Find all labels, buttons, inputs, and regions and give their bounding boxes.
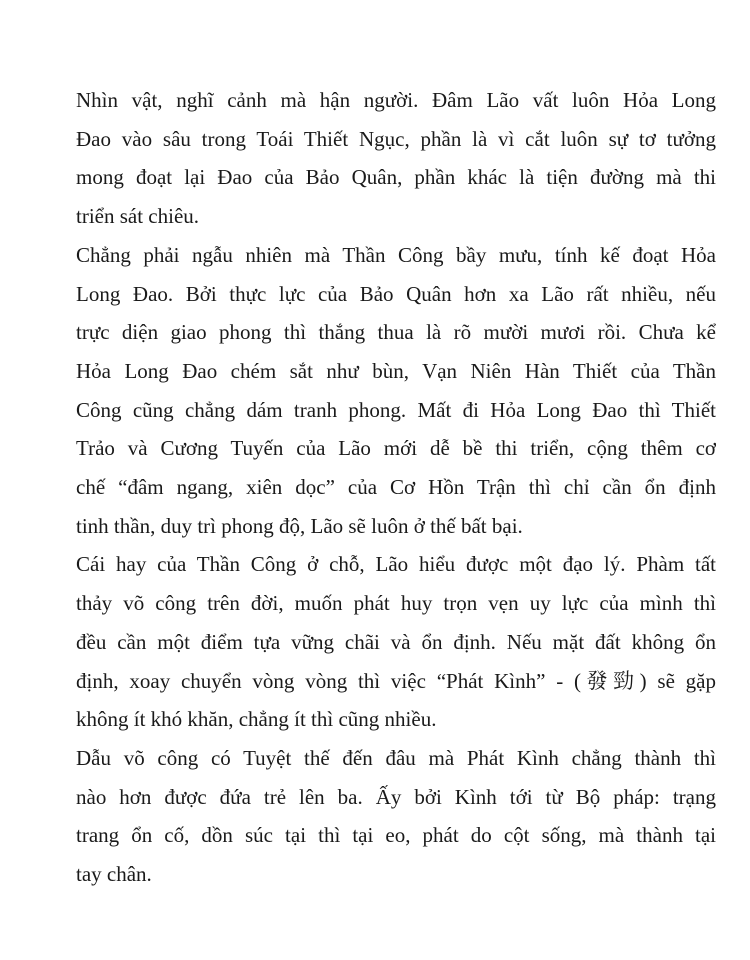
text-line: Nhìn vật, nghĩ cảnh mà hận người. Đâm Lão vất luôn Hỏa Long	[76, 88, 716, 112]
text-line: trực diện giao phong thì thắng thua là rõ mười mươi rồi. Chưa kể	[76, 320, 716, 345]
text-line: Đao vào sâu trong Toái Thiết Ngục, phần là vì cắt luôn sự tơ tưởng	[76, 126, 716, 151]
paragraph-1	[76, 81, 717, 236]
text-line: đều cần một điểm tựa vững chãi và ổn định. Nếu mặt đất không ổn	[76, 629, 716, 654]
text-line: Công cũng chẳng dám tranh phong. Mất đi Hỏa Long Đao thì Thiết	[76, 397, 716, 422]
text-line: Trảo và Cương Tuyến của Lão mới dễ bề thi triển, cộng thêm cơ	[76, 436, 716, 461]
text-line: trang ổn cố, dồn súc tại thì tại eo, phát do cột sống, mà thành tại	[76, 823, 716, 848]
paragraph-4	[76, 739, 717, 894]
text-line: Hỏa Long Đao chém sắt như bùn, Vạn Niên Hàn Thiết của Thần	[76, 358, 716, 383]
text-line: triển sát chiêu.	[76, 204, 200, 229]
text-line: chế “đâm ngang, xiên dọc” của Cơ Hồn Trận thì chỉ cần ổn định	[76, 475, 716, 500]
text-line: Dẫu võ công có Tuyệt thế đến đâu mà Phát Kình chẳng thành thì	[76, 745, 716, 770]
paragraph-2	[76, 236, 717, 546]
text-line: thảy võ công trên đời, muốn phát huy trọn vẹn uy lực của mình thì	[76, 591, 716, 616]
text-line: tinh thần, duy trì phong độ, Lão sẽ luôn ở thế bất bại.	[76, 513, 523, 538]
text-line: tay chân.	[76, 862, 152, 887]
text-line: Long Đao. Bởi thực lực của Bảo Quân hơn xa Lão rất nhiều, nếu	[76, 281, 716, 306]
text-line: mong đoạt lại Đao của Bảo Quân, phần khác là tiện đường mà thi	[76, 165, 716, 190]
paragraph-3	[76, 545, 717, 739]
text-line: không ít khó khăn, chẳng ít thì cũng nhiều.	[76, 707, 437, 732]
text-line: Cái hay của Thần Công ở chỗ, Lão hiểu được một đạo lý. Phàm tất	[76, 552, 716, 577]
text-line: nào hơn được đứa trẻ lên ba. Ấy bởi Kình tới từ Bộ pháp: trạng	[76, 784, 716, 809]
text-line: Chẳng phải ngẫu nhiên mà Thần Công bầy mưu, tính kế đoạt Hỏa	[76, 242, 716, 267]
text-line: định, xoay chuyển vòng vòng thì việc “Phát Kình” - (發勁) sẽ gặp	[76, 668, 716, 693]
